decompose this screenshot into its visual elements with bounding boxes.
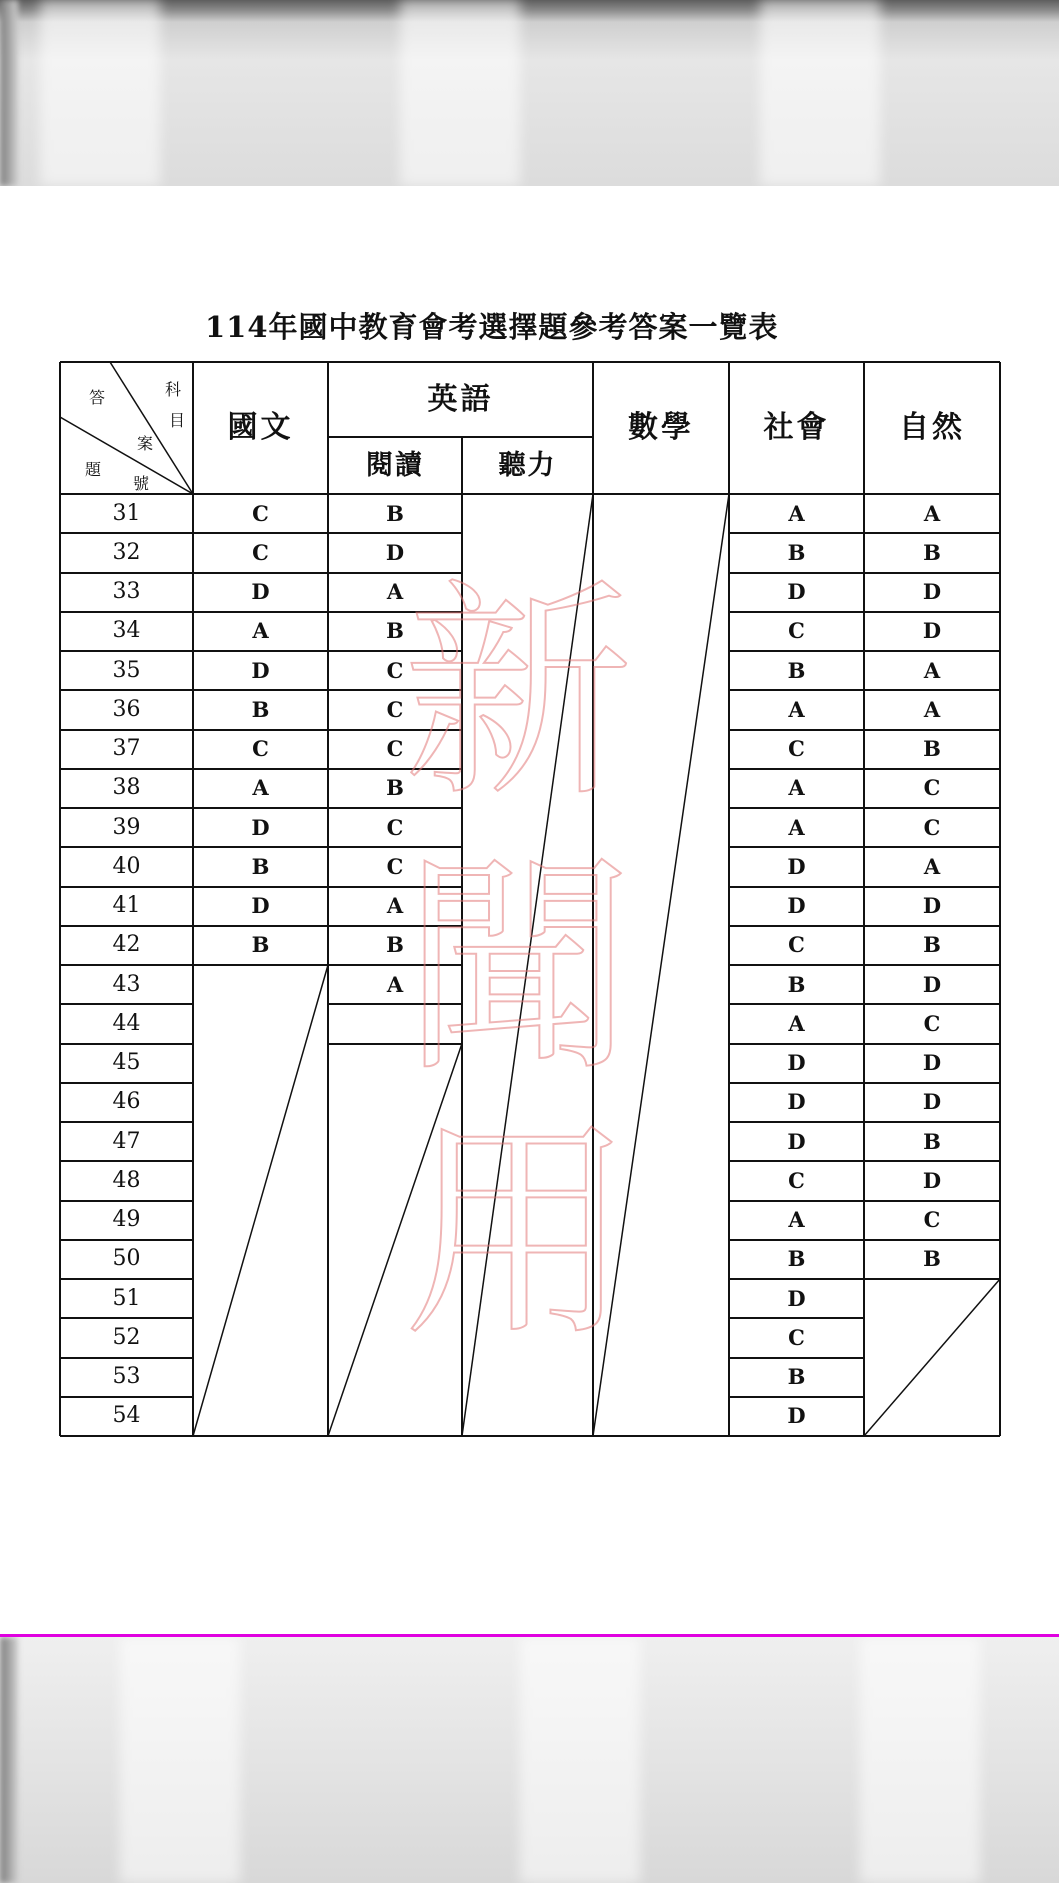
answer-chinese: D xyxy=(251,657,270,683)
answer-english-reading: B xyxy=(386,932,404,958)
question-number: 41 xyxy=(112,893,141,919)
slash-math-empty xyxy=(593,494,729,1436)
question-number: 38 xyxy=(112,775,141,801)
question-number: 36 xyxy=(112,696,141,722)
header-chinese: 國文 xyxy=(227,410,294,445)
answer-social: A xyxy=(788,814,805,840)
question-number: 49 xyxy=(112,1207,141,1233)
header-english-listening: 聽力 xyxy=(498,449,557,481)
answer-science: B xyxy=(923,932,941,958)
answer-social: A xyxy=(788,1010,805,1036)
question-number: 35 xyxy=(112,657,141,683)
answer-science: B xyxy=(923,1128,941,1154)
header-math: 數學 xyxy=(628,410,694,445)
corner-label-question: 題 xyxy=(84,460,101,479)
answer-science: A xyxy=(923,853,941,879)
answer-science: B xyxy=(923,736,941,762)
corner-label-subject: 目 xyxy=(168,411,185,430)
watermark-char-1: 新 xyxy=(402,561,633,828)
answer-chinese: A xyxy=(252,775,269,801)
answer-social: C xyxy=(788,932,805,958)
answer-social: D xyxy=(787,1050,806,1076)
answer-social: D xyxy=(787,1403,806,1429)
question-number: 48 xyxy=(112,1167,141,1193)
answer-chinese: D xyxy=(251,893,270,919)
answer-chinese: D xyxy=(251,579,270,605)
answer-english-reading: D xyxy=(385,539,405,565)
answer-social: D xyxy=(787,893,806,919)
answer-science: D xyxy=(922,893,942,919)
answer-social: C xyxy=(788,618,805,644)
answer-science: D xyxy=(922,579,942,605)
answer-science: C xyxy=(923,814,941,840)
corner-label-answer: 案 xyxy=(136,434,153,453)
answer-chinese: B xyxy=(251,853,270,879)
corner-label-question: 號 xyxy=(132,474,149,493)
answer-social: A xyxy=(788,696,805,722)
question-number: 39 xyxy=(112,814,141,840)
answer-chinese: C xyxy=(252,500,269,526)
answer-english-reading: C xyxy=(386,696,404,722)
answer-science: D xyxy=(922,971,942,997)
slash-science-empty xyxy=(864,1279,1000,1436)
answer-social: A xyxy=(788,1207,805,1233)
question-number: 32 xyxy=(112,539,141,565)
question-number: 45 xyxy=(112,1050,141,1076)
answer-english-reading: C xyxy=(386,814,404,840)
question-number: 42 xyxy=(112,932,141,958)
header-english-reading: 閱讀 xyxy=(366,449,424,481)
question-number: 47 xyxy=(112,1128,141,1154)
answer-english-reading: C xyxy=(386,736,404,762)
watermark-char-3: 用 xyxy=(402,1101,633,1368)
answer-social: A xyxy=(788,500,805,526)
answer-science: B xyxy=(923,1246,941,1272)
answer-social: B xyxy=(787,1364,806,1390)
answer-social: C xyxy=(788,1324,805,1350)
question-number: 37 xyxy=(112,736,141,762)
document-title: 114年國中教育會考選擇題參考答案一覽表 xyxy=(205,310,779,344)
answer-english-reading: A xyxy=(386,971,404,997)
answer-social: D xyxy=(787,1285,806,1311)
answer-science: D xyxy=(922,1050,942,1076)
question-number: 44 xyxy=(112,1010,141,1036)
question-number: 34 xyxy=(112,618,141,644)
answer-chinese: B xyxy=(251,932,270,958)
answer-social: B xyxy=(787,971,806,997)
blurred-bottom-band xyxy=(0,1637,1059,1883)
watermark-char-2: 聞 xyxy=(402,836,633,1103)
answer-chinese: A xyxy=(252,618,269,644)
answer-social: B xyxy=(787,539,806,565)
answer-science: C xyxy=(923,775,941,801)
answer-english-reading: B xyxy=(386,775,404,801)
question-number: 33 xyxy=(112,579,141,605)
answer-english-reading: A xyxy=(386,579,404,605)
answer-english-reading: A xyxy=(386,893,404,919)
answer-social: D xyxy=(787,1089,806,1115)
question-number: 52 xyxy=(112,1324,141,1350)
answer-social: C xyxy=(788,736,805,762)
answer-chinese: B xyxy=(251,696,270,722)
answer-science: A xyxy=(923,657,941,683)
answer-english-reading: C xyxy=(386,853,404,879)
question-number: 46 xyxy=(112,1089,141,1115)
answer-science: C xyxy=(923,1010,941,1036)
slash-chinese-empty xyxy=(193,965,328,1436)
corner-label-subject: 科 xyxy=(164,380,181,399)
question-number: 40 xyxy=(112,853,141,879)
answer-chinese: C xyxy=(252,736,269,762)
answer-chinese: C xyxy=(252,539,269,565)
answer-social: D xyxy=(787,579,806,605)
answer-science: B xyxy=(923,539,941,565)
answer-social: A xyxy=(788,775,805,801)
answer-social: B xyxy=(787,1246,806,1272)
answer-science: D xyxy=(922,1089,942,1115)
question-number: 53 xyxy=(112,1364,141,1390)
answer-science: D xyxy=(922,618,942,644)
slash-reading-empty xyxy=(328,1044,462,1437)
answer-social: D xyxy=(787,1128,806,1154)
question-number: 51 xyxy=(112,1285,141,1311)
answer-social: C xyxy=(788,1167,805,1193)
header-science: 自然 xyxy=(899,410,965,445)
answer-science: C xyxy=(923,1207,941,1233)
corner-label-answer: 答 xyxy=(88,388,105,407)
answer-social: D xyxy=(787,853,806,879)
answer-science: D xyxy=(922,1167,942,1193)
answer-english-reading: C xyxy=(386,657,404,683)
answer-english-reading: B xyxy=(386,618,404,644)
question-number: 43 xyxy=(112,971,141,997)
answer-chinese: D xyxy=(251,814,270,840)
answer-social: B xyxy=(787,657,806,683)
question-number: 54 xyxy=(112,1403,141,1429)
header-social: 社會 xyxy=(763,410,830,445)
slash-listening-empty xyxy=(462,494,593,1436)
question-number: 31 xyxy=(112,500,141,526)
answer-science: A xyxy=(923,696,941,722)
answer-science: A xyxy=(923,500,941,526)
question-number: 50 xyxy=(112,1246,141,1272)
header-english: 英語 xyxy=(427,381,494,417)
answer-english-reading: B xyxy=(386,500,404,526)
